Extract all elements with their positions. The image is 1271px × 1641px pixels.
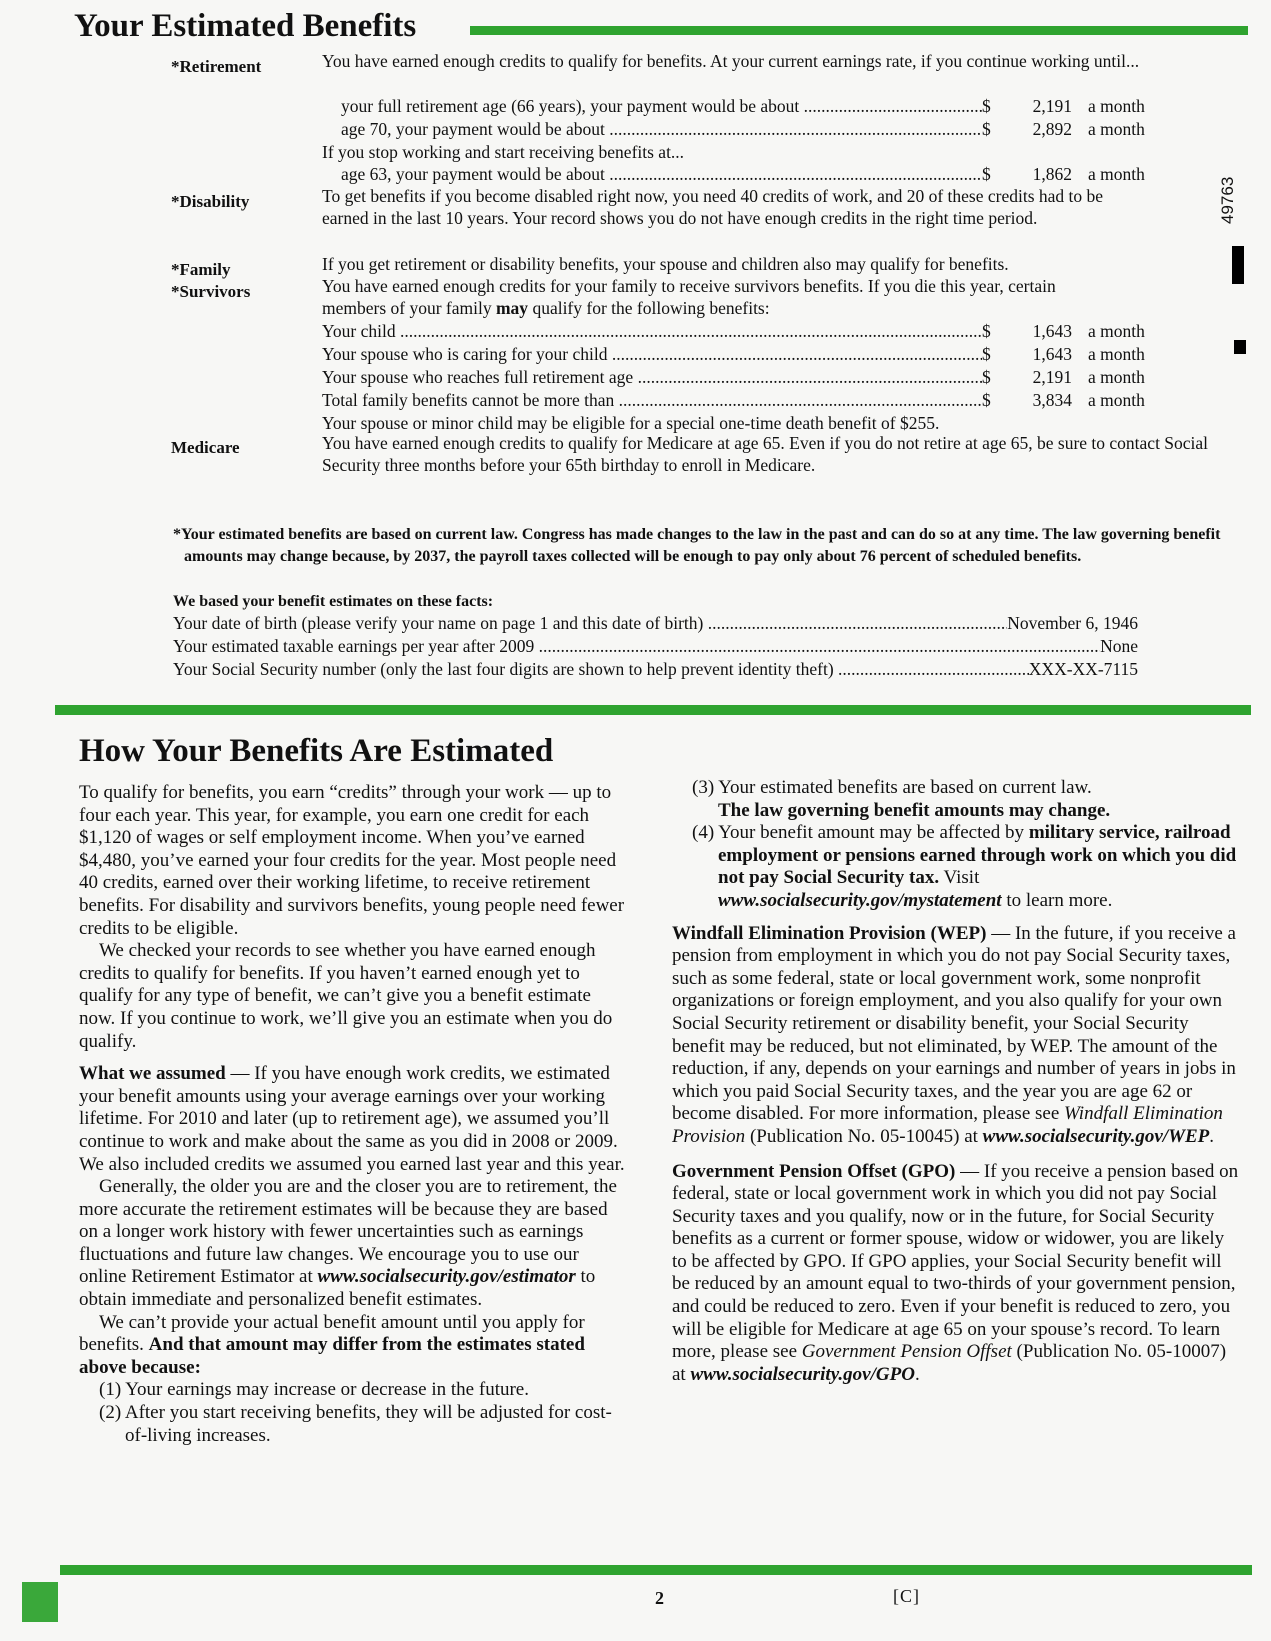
fact-row-dob: Your date of birth (please verify your name on page 1 and this date of birth) ..... November 6, 1946 <box>173 612 1138 634</box>
paragraph-accuracy: Generally, the older you are and the closer you are to retirement, the more accurate the retirement estimates will be because they are based on a longer work history with fewer uncertainties such as earnings fluctuations and future law changes. We encourage you to use our online Retirement Estimator at www.socialsecurity.gov/estimator to obtain immediate and personalized benefit estimates. <box>79 1176 617 1311</box>
death-benefit-text: Your spouse or minor child may be eligible for a special one-time death benefit of $255. <box>322 413 940 433</box>
page-title: Your Estimated Benefits <box>74 8 417 44</box>
section-rule <box>55 705 1251 715</box>
mystatement-link[interactable]: www.socialsecurity.gov/mystatement <box>718 889 1002 911</box>
title-rule <box>470 26 1248 35</box>
gpo-link[interactable]: www.socialsecurity.gov/GPO <box>690 1363 915 1385</box>
list-item-2: (2) After you start receiving benefits, they will be adjusted for cost-of-living increases. <box>99 1402 612 1446</box>
right-column <box>672 777 1242 1386</box>
page-number: 2 <box>655 1588 664 1608</box>
benefit-row-full-age: your full retirement age (66 years), your payment would be about ..... $ 2,191 a month <box>341 95 1168 117</box>
benefit-row-age63: age 63, your payment would be about ..... $ 1,862 a month <box>341 163 1168 185</box>
law-note: *Your estimated benefits are based on current law. Congress has made changes to the law in the past and can do so at any time. The law governing benefit amounts may change because, by 2037, the payroll taxes collected will be enough to pay only about 76 percent of scheduled benefits. <box>173 526 1221 565</box>
paragraph-assumed: What we assumed — If you have enough work credits, we estimated your benefit amounts using your average earnings over your working lifetime. For 2010 and later (up to retirement age), we assumed you’ll continue to work and make about the same as you did in 2008 or 2009. We also included credits we assumed you earned last year and this year. <box>79 1063 625 1175</box>
list-item-1: (1) Your earnings may increase or decrease in the future. <box>99 1379 529 1401</box>
fact-row-taxable: Your estimated taxable earnings per year after 2009 ..... None <box>173 635 1138 657</box>
benefit-row-spouse-full: Your spouse who reaches full retirement age ..... $ 2,191 a month <box>322 366 1168 388</box>
wep-link[interactable]: www.socialsecurity.gov/WEP <box>982 1125 1210 1147</box>
paragraph-gpo: Government Pension Offset (GPO) — If you receive a pension based on federal, state or local government work in which you did not pay Social Security taxes and you qualify, now or in the future, for Social Security benefits as a current or former spouse, widow or widower, you are likely to be affected by GPO. If GPO applies, your Social Security benefit will be reduced by an amount equal to two-thirds of your government pension, and could be reduced to zero. Even if your benefit is reduced to zero, you will be eligible for Medicare at age 65 on your spouse’s record. To learn more, please see Government Pension Offset (Publication No. 05-10007) at www.socialsecurity.gov/GPO. <box>672 1160 1239 1385</box>
benefit-row-child: Your child ..... $ 1,643 a month <box>322 320 1168 342</box>
left-column <box>79 782 631 1447</box>
disability-text: To get benefits if you become disabled right now, you need 40 credits of work, and 20 of these credits had to be earned in the last 10 years. Your record shows you do not have enough credits in the right time period. <box>322 186 1104 228</box>
benefit-row-spouse-caring: Your spouse who is caring for your child ..... $ 1,643 a month <box>322 343 1168 365</box>
corner-tab <box>22 1582 58 1622</box>
paragraph-credits: To qualify for benefits, you earn “credits” through your work — up to four each year. This year, for example, you earn one credit for each $1,120 of wages or self employment income. When you’ve earned $4,480, you’ve earned your four credits for the year. Most people need 40 credits, earned over their working lifetime, to receive retirement benefits. For disability and survivors benefits, young people need fewer credits to be eligible. <box>79 782 625 939</box>
facts-heading: We based your benefit estimates on these facts: <box>173 593 494 610</box>
registration-mark <box>1234 340 1246 354</box>
medicare-text: You have earned enough credits to qualify for Medicare at age 65. Even if you do not retire at age 65, be sure to contact Social Security three months before your 65th birthday to enroll in Medicare. <box>322 433 1209 475</box>
survivors-text: You have earned enough credits for your family to receive survivors benefits. If you die this year, certain members of your family may qualify for the following benefits: <box>322 276 1056 318</box>
retirement-label: *Retirement <box>171 57 262 76</box>
retirement-intro: You have earned enough credits to qualify for benefits. At your current earnings rate, if you continue working until... <box>322 51 1140 71</box>
page-code: [C] <box>893 1586 920 1606</box>
disability-label: *Disability <box>171 192 250 211</box>
benefit-row-total-family: Total family benefits cannot be more than ..... $ 3,834 a month <box>322 389 1168 411</box>
paragraph-wep: Windfall Elimination Provision (WEP) — In the future, if you receive a pension from employment in which you do not pay Social Security taxes, such as some federal, state or local government work, some nonprofit organizations or foreign employment, and you also qualify for your own Social Security retirement or disability benefit, your Social Security benefit may be reduced, but not eliminated, by WEP. The amount of the reduction, if any, depends on your earnings and number of years in jobs in which you paid Social Security taxes, and the year you are age 62 or become disabled. For more information, please see Windfall Elimination Provision (Publication No. 05-10045) at www.socialsecurity.gov/WEP. <box>672 922 1236 1147</box>
footer-rule <box>60 1565 1252 1575</box>
medicare-label: Medicare <box>171 438 240 457</box>
registration-mark <box>1232 246 1244 284</box>
estimator-link[interactable]: www.socialsecurity.gov/estimator <box>317 1266 576 1288</box>
family-label: *Family <box>171 260 231 279</box>
stop-working-text: If you stop working and start receiving benefits at... <box>322 142 685 162</box>
list-item-3: (3) Your estimated benefits are based on current law. The law governing benefit amounts may change. <box>692 777 1111 821</box>
section-title: How Your Benefits Are Estimated <box>79 733 554 769</box>
benefit-row-age70: age 70, your payment would be about ..... $ 2,892 a month <box>341 118 1168 140</box>
paragraph-actual: We can’t provide your actual benefit amount until you apply for benefits. And that amount may differ from the estimates stated above because: <box>79 1311 585 1378</box>
fact-row-ssn: Your Social Security number (only the last four digits are shown to help prevent identity theft) ..... XXX-XX-7115 <box>173 658 1138 680</box>
side-code: 49763 <box>1218 176 1237 224</box>
paragraph-records: We checked your records to see whether you have earned enough credits to qualify for benefits. If you haven’t earned enough yet to qualify for any type of benefit, we can’t give you a benefit estimate now. If you continue to work, we’ll give you an estimate when you do qualify. <box>79 940 613 1052</box>
list-item-4: (4) Your benefit amount may be affected by military service, railroad employment or pensions earned through work on which you did not pay Social Security tax. Visit www.socialsecurity.gov/mystatement to learn more. <box>692 822 1237 911</box>
family-text: If you get retirement or disability benefits, your spouse and children also may qualify for benefits. <box>322 254 1009 274</box>
survivors-label: *Survivors <box>171 282 251 301</box>
